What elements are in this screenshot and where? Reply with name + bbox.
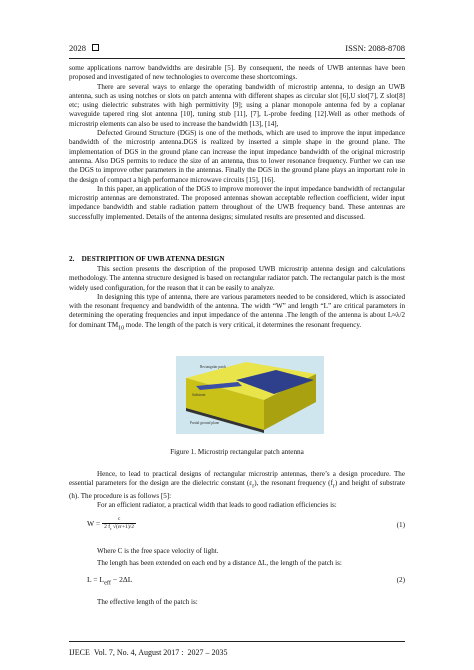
footer-rule xyxy=(69,641,405,642)
checkbox-symbol-icon xyxy=(92,44,99,51)
paragraph-6: In designing this type of antenna, there are various parameters needed to be considered, which is associated with the resonant frequency and bandwidth of the antenna. The width “W” and length “L” are critical parameters in determining the operating frequencies and input impedance of the antenna .The length of the antenna is about L≈λ/2 for dominant $TM_{10}$ mode. The length of the patch is very critical, it determines the resonant frequency. xyxy=(69,292,405,332)
equation-2-number: (2) xyxy=(396,576,405,584)
section-heading: 2. DESTRIPITION OF UWB ATENNA DESIGN xyxy=(69,255,225,263)
body-text-after-eq1 xyxy=(69,547,405,569)
header-rule xyxy=(69,58,405,59)
running-header xyxy=(69,43,405,55)
body-text-procedure xyxy=(69,470,405,511)
paragraph-7: Hence, to lead to practical designs of rectangular microstrip antennas, there’s a design procedure. The essential parameters for the design are the dielectric constant $(\varepsilon_r)$, the resonant frequency $(f_r)$ and height of substrate (h). The procedure is as follows [5]: xyxy=(69,470,406,500)
body-text-section xyxy=(69,265,405,333)
paragraph-4: In this paper, an application of the DGS to improve moreover the input impedance bandwidth of rectangular microstrip antennas are demonstrated. The proposed antennas showan acceptable reflection coefficient, wider input impedance bandwidth and stable radiation pattern throughout of the UWB frequency band. These antennas are successfully implemented. Details of the antenna designs; simulated results are presented and discussed. xyxy=(69,184,405,221)
equation-1: W = $\frac{c}{2 f_r √(\varepsilon r+1)/2}$ xyxy=(87,516,134,532)
issn-label: ISSN: 2088-8708 xyxy=(345,43,405,53)
paragraph-5: This section presents the description of the proposed UWB microstrip antenna design and calculations methodology. The antenna structure designed is based on rectangular radiator patch. The rectangular patch is the most widely used configuration, for the reason that it can be easily to analyze. xyxy=(69,265,405,292)
equation-1-fraction: $\frac{c}{2 f_r √(\varepsilon r+1)/2}$ xyxy=(104,516,134,532)
figure-caption: Figure 1. Microstrip rectangular patch antenna xyxy=(170,448,304,456)
label-patch: Rectangular patch xyxy=(200,365,227,369)
label-substrate: Substrate xyxy=(192,393,206,397)
page-number: 2028 xyxy=(69,43,86,53)
paragraph-10: The length has been extended on each end by a distance ΔL, the length of the patch is: xyxy=(97,559,342,568)
paragraph-11: The effective length of the patch is: xyxy=(97,598,198,606)
journal-footer: IJECE Vol. 7, No. 4, August 2017 : 2027 – 2035 xyxy=(69,648,228,657)
equation-2: $L = L_{eff} - 2\Delta L$ xyxy=(87,575,133,587)
label-ground: Partial ground plane xyxy=(190,421,220,425)
equation-1-number: (1) xyxy=(396,521,405,529)
paragraph-2: There are several ways to enlarge the operating bandwidth of microstrip antenna, to design an UWB antenna, such as using notches or slots on patch antenna with different shapes as circular slot [6],U slot[7], Z slot[8] etc; using dielectric substrates with high permittivity [9]; using a planar monopole antenna fed by a coplanar waveguide tapered ring slot antenna [10], tuning stub [11], [7], L-probe feeding [12].Well as other methods of microstrip elements can also be used to increase the bandwidth [13], [14], xyxy=(69,82,405,128)
paragraph-8: For an efficient radiator, a practical width that leads to good radiation efficiencies is: xyxy=(97,501,337,510)
body-text-bottom xyxy=(69,598,405,607)
paragraph-1: some applications narrow bandwidths are desirable [5]. By consequent, the needs of UWB antennas have been proposed and investigated of new technologies to overcome these shortcomings. xyxy=(69,64,405,82)
patch-antenna-figure xyxy=(176,356,324,434)
paragraph-3: Defected Ground Structure (DGS) is one of the methods, which are used to improve the input impedance bandwidth of the microstrip antenna.DGS is realized by inserted a simple shape in the ground plane. The implementation of DGS in the ground plane can increase the input impedance bandwidth of the original microstrip antenna. Also DGS permits to reduce the size of an antenna, thus to lower resonance frequency. Further we can use the DGS to improve other parameters in the antennas. Finally the DGS in the ground plane plays an important role in the design of compact a high performance microwave circuits [15], [16]. xyxy=(69,129,405,184)
body-text-top xyxy=(69,64,405,222)
paragraph-9: Where C is the free space velocity of light. xyxy=(97,547,219,555)
